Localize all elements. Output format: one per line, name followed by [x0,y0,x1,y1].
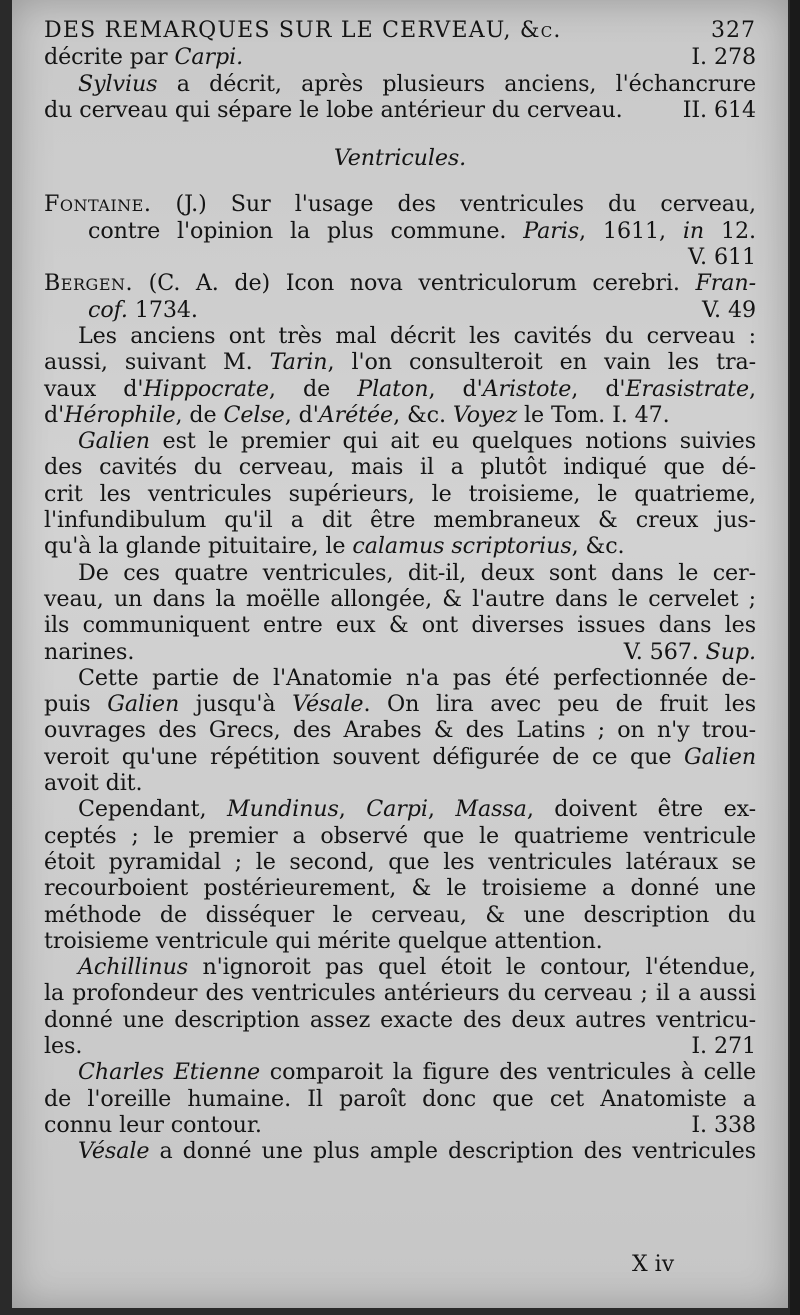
author-name: Fontaine. [44,191,152,218]
reference: I. 338 [691,1111,756,1138]
paragraph-line: des cavités du cerveau, mais il a plutôt indiqué que dé- [44,454,756,481]
signature-mark: X iv [632,1252,675,1277]
paragraph-line: les. I. 271 [44,1032,756,1059]
paragraph-line: Les anciens ont très mal décrit les cavités du cerveau : [78,322,756,349]
paragraph-line: connu leur contour. I. 338 [44,1111,756,1138]
running-title: DES REMARQUES SUR LE CERVEAU, &c. [44,18,562,43]
paragraph-line: veroit qu'une répétition souvent défigurée de ce que Galien [44,743,757,770]
paragraph-line: Cette partie de l'Anatomie n'a pas été perfectionnée de- [78,664,756,691]
book-page [12,0,788,1308]
page-number: 327 [711,18,756,43]
paragraph-line: puis Galien jusqu'à Vésale. On lira avec peu de fruit les [44,691,756,718]
text-line: Sylvius a décrit, après plusieurs anciens, l'échancrure [78,70,757,97]
reference: I. 278 [691,44,756,71]
paragraph-line: narines. V. 567. Sup. [44,638,756,665]
running-header [44,18,756,44]
reference: II. 614 [682,96,756,123]
paragraph-line: troisieme ventricule qui mérite quelque attention. [44,927,603,954]
section-heading: Ventricules. [333,145,467,172]
paragraph-line: avoit dit. [44,770,143,797]
bibliography-entry: Bergen. (C. A. de) Icon nova ventriculorum cerebri. Fran- [44,270,757,297]
paragraph-line: la profondeur des ventricules antérieurs du cerveau ; il a aussi [44,980,756,1007]
paragraph-line: Achillinus n'ignoroit pas quel étoit le contour, l'étendue, [78,954,756,981]
bibliography-entry: Fontaine. (J.) Sur l'usage des ventricules du cerveau, [44,191,757,218]
paragraph-line: aussi, suivant M. Tarin, l'on consulteroit en vain les tra- [44,349,756,376]
paragraph-line: Charles Etienne comparoit la figure des ventricules à celle [78,1059,756,1086]
reference: V. 49 [702,296,756,323]
author-name: Bergen. [44,270,134,297]
paragraph-line: donné une description assez exacte des deux autres ventricu- [44,1006,756,1033]
paragraph-line: vaux d'Hippocrate, de Platon, d'Aristote, d'Erasistrate, [44,375,756,402]
paragraph-line: De ces quatre ventricules, dit-il, deux sont dans le cer- [78,559,756,586]
paragraph-line: qu'à la glande pituitaire, le calamus scriptorius, &c. [44,533,625,560]
text-line: décrite par Carpi. I. 278 [44,44,756,71]
paragraph-line: ceptés ; le premier a observé que le quatrieme ventricule [44,822,756,849]
paragraph-line: recourboient postérieurement, & le troisieme a donné une [44,875,756,902]
paragraph-line: Cependant, Mundinus, Carpi, Massa, doivent être ex- [78,796,757,823]
paragraph-line: l'infundibulum qu'il a dit être membraneux & creux jus- [44,507,756,534]
paragraph-line: ouvrages des Grecs, des Arabes & des Latins ; on n'y trou- [44,717,756,744]
page-gutter [790,0,800,1315]
text-line: du cerveau qui sépare le lobe antérieur du cerveau. II. 614 [44,96,756,123]
text-line: contre l'opinion la plus commune. Paris, 1611, in 12. [88,217,757,244]
reference: I. 271 [691,1032,756,1059]
paragraph-line: d'Hérophile, de Celse, d'Arétée, &c. Voyez le Tom. I. 47. [44,401,670,428]
paragraph-line: méthode de disséquer le cerveau, & une description du [44,901,756,928]
paragraph-line: Vésale a donné une plus ample description des ventricules [78,1138,756,1165]
page-text [44,18,756,1164]
reference: V. 611 [688,244,756,271]
paragraph-line: crit les ventricules supérieurs, le troisieme, le quatrieme, [44,480,756,507]
reference: V. 567. Sup. [623,638,756,665]
paragraph-line: Galien est le premier qui ait eu quelques notions suivies [78,428,756,455]
paragraph-line: veau, un dans la moëlle allongée, & l'autre dans le cervelet ; [44,585,756,612]
paragraph-line: étoit pyramidal ; le second, que les ventricules latéraux se [44,848,756,875]
paragraph-line: ils communiquent entre eux & ont diverses issues dans les [44,612,756,639]
text-line: cof. 1734. V. 49 [88,296,756,323]
paragraph-line: de l'oreille humaine. Il paroît donc que cet Anatomiste a [44,1085,756,1112]
